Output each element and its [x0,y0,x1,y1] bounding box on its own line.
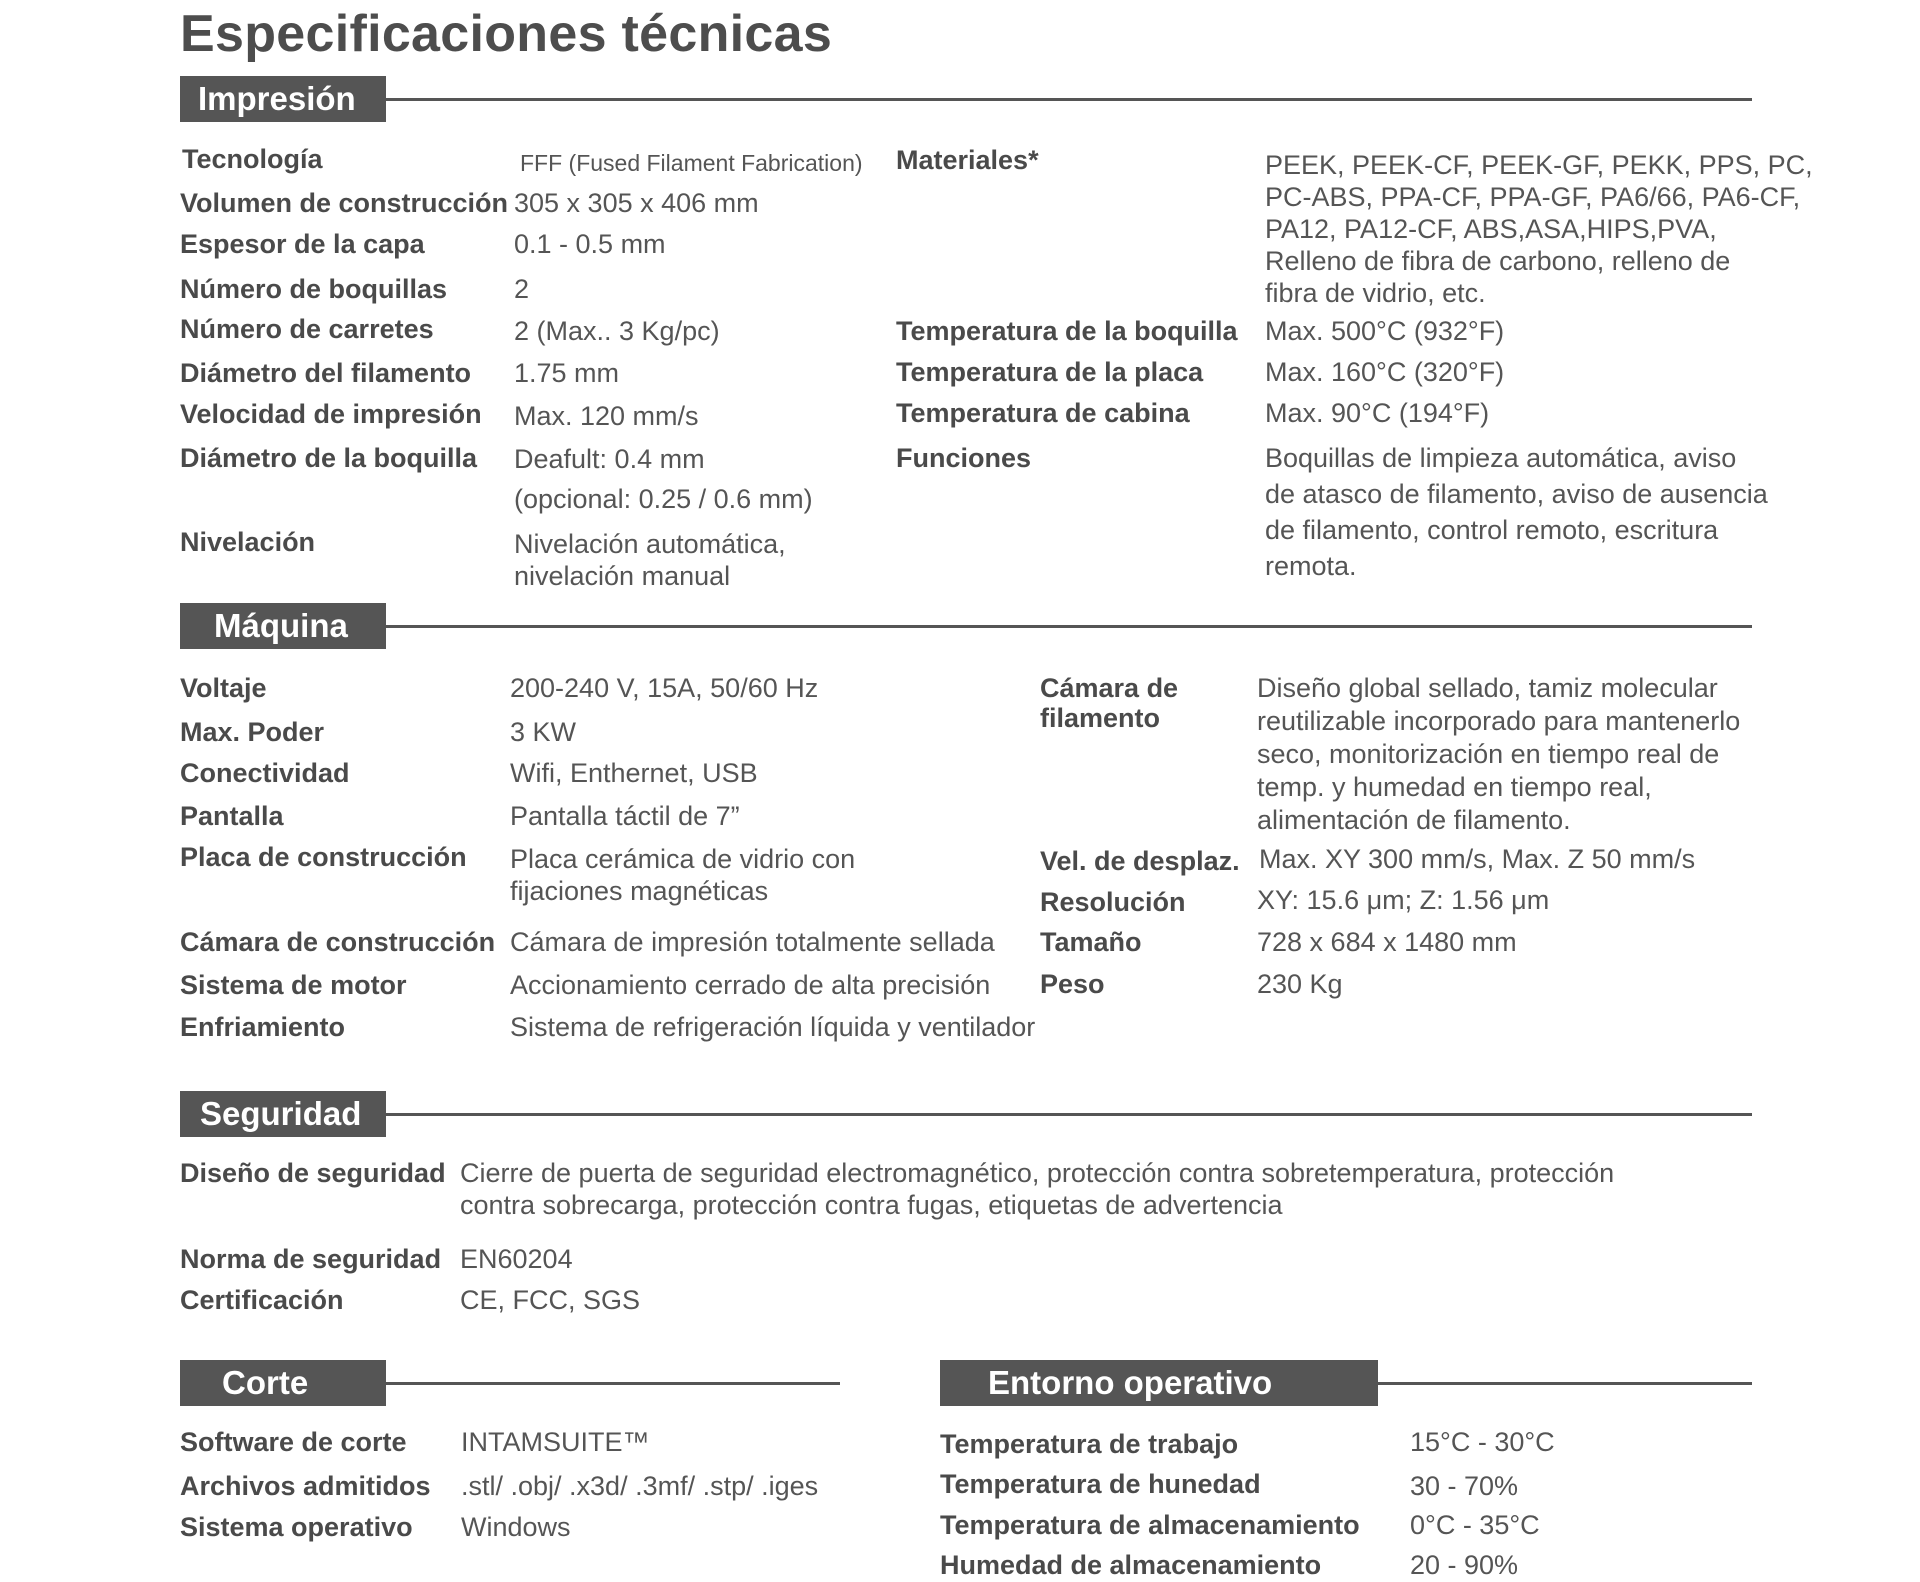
spec-label: Número de carretes [180,314,434,344]
section-divider [386,625,1752,628]
spec-value-line: de atasco de filamento, aviso de ausencia [1265,479,1768,509]
spec-label: Conectividad [180,758,350,788]
spec-label: Peso [1040,969,1105,999]
spec-value: EN60204 [460,1244,573,1274]
spec-label: Tamaño [1040,927,1142,957]
section-title: Entorno operativo [940,1360,1378,1406]
spec-value-line: reutilizable incorporado para mantenerlo [1257,706,1741,736]
spec-value-line: fibra de vidrio, etc. [1265,278,1486,308]
spec-value-line: Cierre de puerta de seguridad electromagnético, protección contra sobretemperatura, protección [460,1158,1615,1188]
spec-value: Pantalla táctil de 7” [510,801,740,831]
spec-label: Placa de construcción [180,842,467,872]
spec-value-line: Boquillas de limpieza automática, aviso [1265,443,1737,473]
section-header-maquina [180,603,1752,649]
spec-value: 2 (Max.. 3 Kg/pc) [514,316,720,346]
spec-label: Vel. de desplaz. [1040,846,1240,876]
spec-label: Temperatura de cabina [896,398,1190,428]
spec-label: Diseño de seguridad [180,1158,446,1188]
spec-value: Max. 90°C (194°F) [1265,398,1490,428]
spec-label: Cámara de [1040,673,1179,703]
spec-value-line: de filamento, control remoto, escritura [1265,515,1719,545]
spec-value: Windows [461,1512,571,1542]
spec-label: Temperatura de almacenamiento [940,1510,1360,1540]
spec-label: Max. Poder [180,717,325,747]
spec-value: INTAMSUITE™ [461,1427,650,1457]
section-title: Impresión [180,76,386,122]
spec-value: Placa cerámica de vidrio con [510,844,856,874]
section-title: Máquina [180,603,386,649]
spec-value: Max. 160°C (320°F) [1265,357,1505,387]
spec-value: 200-240 V, 15A, 50/60 Hz [510,673,819,703]
section-header-corte [180,1360,840,1406]
spec-label: Velocidad de impresión [180,399,482,429]
spec-value: Cámara de impresión totalmente sellada [510,927,995,957]
spec-value: 1.75 mm [514,358,620,388]
spec-value: 0.1 - 0.5 mm [514,229,666,259]
spec-value: 230 Kg [1257,969,1343,999]
spec-label: Humedad de almacenamiento [940,1550,1322,1580]
section-divider [386,98,1752,101]
spec-value-line2: (opcional: 0.25 / 0.6 mm) [514,484,813,514]
section-header-impresion [180,76,1752,122]
spec-label: Nivelación [180,527,316,557]
spec-value: 30 - 70% [1410,1471,1519,1501]
page-title: Especificaciones técnicas [180,5,833,63]
spec-label: Pantalla [180,801,284,831]
spec-value: Accionamiento cerrado de alta precisión [510,970,991,1000]
spec-value: 728 x 684 x 1480 mm [1257,927,1517,957]
spec-value: .stl/ .obj/ .x3d/ .3mf/ .stp/ .iges [461,1471,819,1501]
spec-label: Volumen de construcción [180,188,509,218]
spec-value: Nivelación automática, [514,529,786,559]
spec-value: Wifi, Enthernet, USB [510,758,758,788]
spec-value-line: temp. y humedad en tiempo real, [1257,772,1652,802]
spec-label-line2: filamento [1040,703,1161,733]
spec-value-line: alimentación de filamento. [1257,805,1571,835]
spec-label: Temperatura de hunedad [940,1469,1261,1499]
spec-label: Enfriamiento [180,1012,346,1042]
spec-label: Diámetro del filamento [180,358,472,388]
spec-value: 20 - 90% [1410,1550,1519,1580]
spec-label: Diámetro de la boquilla [180,443,478,473]
spec-label: Sistema operativo [180,1512,413,1542]
spec-value-line2: nivelación manual [514,561,731,591]
spec-label: Sistema de motor [180,970,407,1000]
spec-label: Norma de seguridad [180,1244,442,1274]
spec-value: Max. 120 mm/s [514,401,699,431]
spec-value-line: Relleno de fibra de carbono, relleno de [1265,246,1731,276]
section-divider [1378,1382,1752,1385]
section-divider [386,1113,1752,1116]
spec-value: 2 [514,274,530,304]
spec-value: 0°C - 35°C [1410,1510,1540,1540]
spec-label: Temperatura de la boquilla [896,316,1238,346]
spec-value-line: PC-ABS, PPA-CF, PPA-GF, PA6/66, PA6-CF, [1265,182,1801,212]
spec-value-line: Diseño global sellado, tamiz molecular [1257,673,1718,703]
spec-value: Max. 500°C (932°F) [1265,316,1505,346]
spec-value-line: seco, monitorización en tiempo real de [1257,739,1720,769]
spec-value: 3 KW [510,717,577,747]
spec-value: FFF (Fused Filament Fabrication) [520,150,863,176]
spec-value-line: PEEK, PEEK-CF, PEEK-GF, PEKK, PPS, PC, [1265,150,1813,180]
section-header-seguridad [180,1091,1752,1137]
spec-label: Espesor de la capa [180,229,425,259]
spec-label: Resolución [1040,887,1186,917]
spec-value: Sistema de refrigeración líquida y ventilador [510,1012,1036,1042]
section-header-entorno-operativo [940,1360,1752,1406]
spec-value: CE, FCC, SGS [460,1285,641,1315]
section-title: Corte [180,1360,386,1406]
spec-value: Deafult: 0.4 mm [514,444,705,474]
spec-value: 15°C - 30°C [1410,1427,1555,1457]
section-divider [386,1382,840,1385]
spec-value: 305 x 305 x 406 mm [514,188,759,218]
spec-value: Max. XY 300 mm/s, Max. Z 50 mm/s [1259,844,1696,874]
spec-label: Archivos admitidos [180,1471,431,1501]
spec-label: Temperatura de la placa [896,357,1204,387]
spec-label: Número de boquillas [180,274,448,304]
spec-value-line: PA12, PA12-CF, ABS,ASA,HIPS,PVA, [1265,214,1717,244]
section-title: Seguridad [180,1091,386,1137]
spec-label: Certificación [180,1285,344,1315]
spec-value-line: contra sobrecarga, protección contra fugas, etiquetas de advertencia [460,1190,1283,1220]
spec-label: Voltaje [180,673,267,703]
spec-value-line: remota. [1265,551,1357,581]
spec-value-line2: fijaciones magnéticas [510,876,769,906]
spec-label: Tecnología [182,144,323,174]
spec-label: Temperatura de trabajo [940,1429,1239,1459]
spec-label: Cámara de construcción [180,927,496,957]
spec-label: Funciones [896,443,1032,473]
spec-value: XY: 15.6 μm; Z: 1.56 μm [1257,885,1550,915]
spec-label: Software de corte [180,1427,407,1457]
spec-label: Materiales* [896,145,1039,175]
